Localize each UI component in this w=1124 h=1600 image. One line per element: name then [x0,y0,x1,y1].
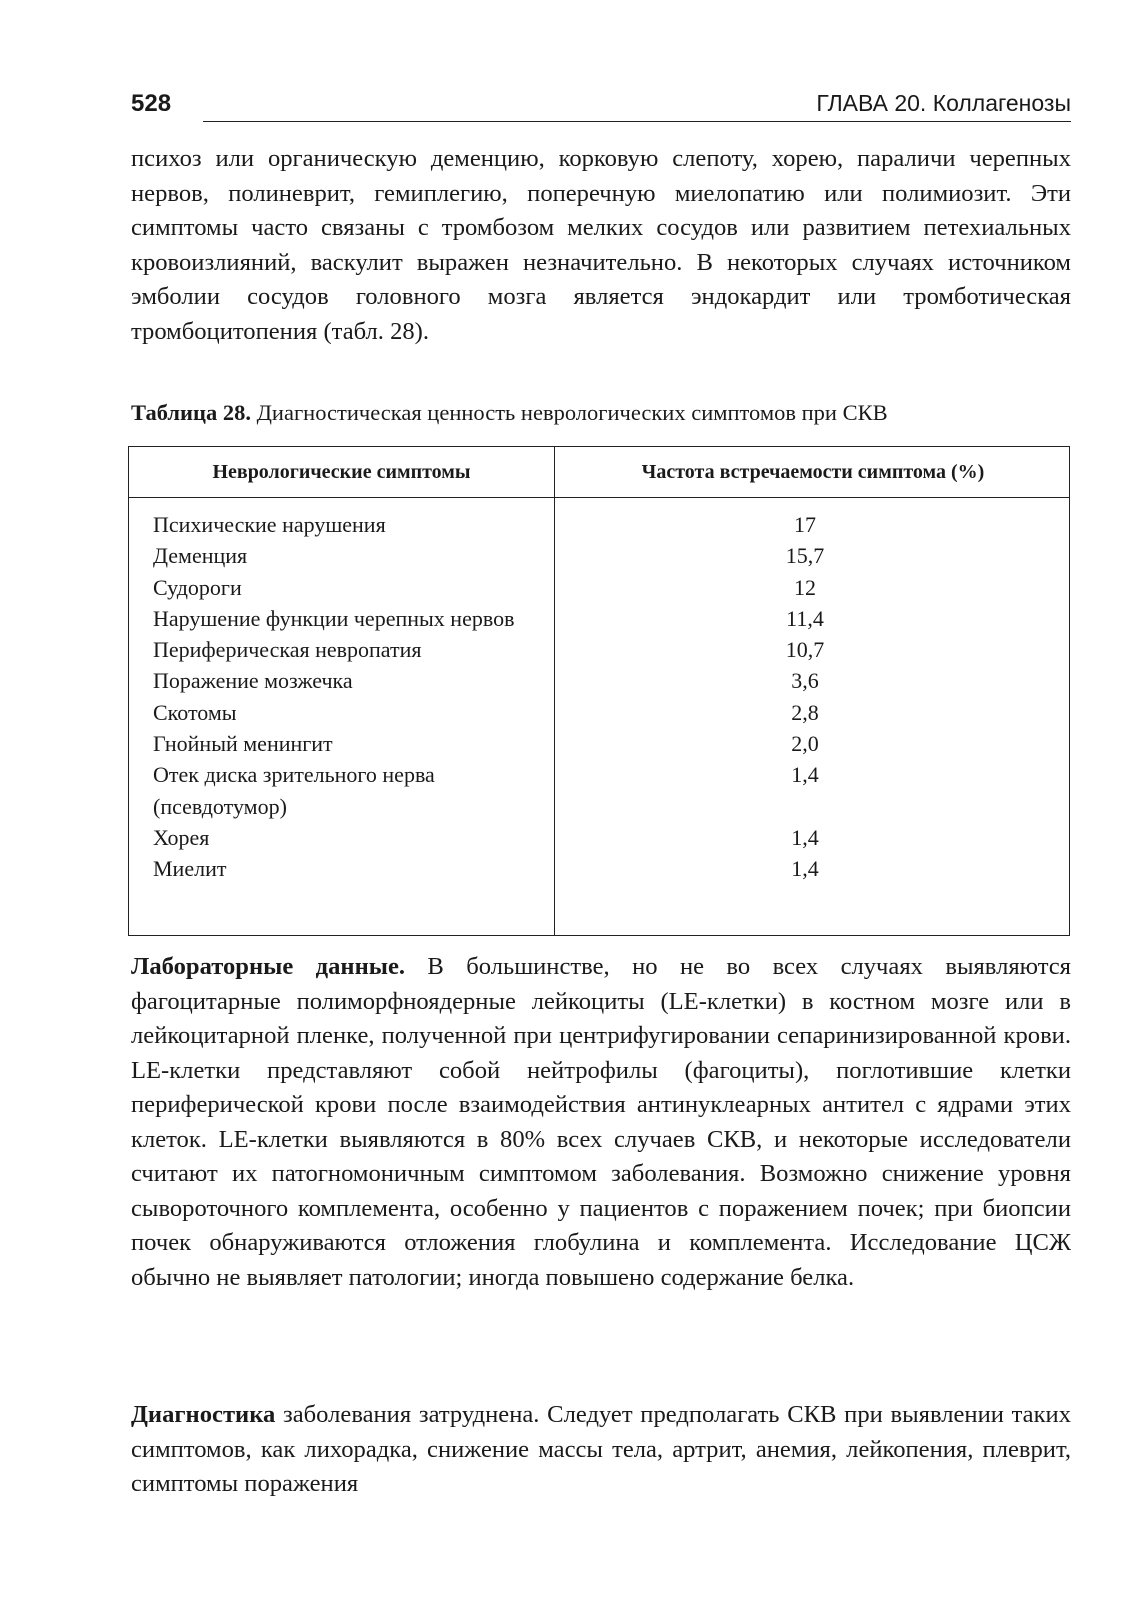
symptom-frequency: 1,4 [791,824,819,850]
diagnostics-text: заболевания затруднена. Следует предполагать СКВ при выявлении таких симптомов, как лихорадка, снижение массы тела, артрит, анемия, лейкопения, плеврит, симптомы поражения [131,1401,1071,1497]
symptom-frequency: 2,8 [791,699,819,725]
table-row [129,509,1069,540]
table-row [129,665,1069,696]
table-row [129,697,1069,728]
table-caption-text: Диагностическая ценность неврологических симптомов при СКВ [256,400,888,425]
symptom-name: Психические нарушения [153,512,386,537]
symptom-name: Отек диска зрительного нерва (псевдотумор) [153,762,435,819]
table-caption-label: Таблица 28. [131,400,251,425]
lab-data-heading: Лабораторные данные. [131,953,406,980]
symptom-frequency: 11,4 [786,605,824,631]
symptom-frequency: 17 [794,512,816,537]
symptom-name: Нарушение функции черепных нервов [153,605,515,631]
chapter-title: ГЛАВА 20. Коллагенозы [816,90,1071,116]
symptoms-table [128,446,1070,936]
lab-data-paragraph [131,950,1071,1295]
table-row [129,759,1069,822]
table-row [129,540,1069,571]
symptom-name: Гнойный менингит [153,731,333,757]
lab-data-text: В большинстве, но не во всех случаях выявляются фагоцитарные полиморфноядерные лейкоциты (LE-клетки) в костном мозге или в лейкоцитарной пленке, полученной при центрифугировании сепаринизированной крови. LE-клетки представляют собой нейтрофилы (фагоциты), поглотившие клетки периферической крови после взаимодействия антинуклеарных антител с ядрами этих клеток. LE-клетки выявляются в 80% всех случаев СКВ, и некоторые исследователи считают их патогномоничным симптомом заболевания. Возможно снижение уровня сывороточного комплемента, особенно у пациентов с поражением почек; при биопсии почек обнаруживаются отложения глобулина и комплемента. Исследование ЦСЖ обычно не выявляет патологии; иногда повышено содержание белка. [131,953,1071,1291]
symptom-name: Деменция [153,543,248,569]
header-rule [203,121,1071,122]
table-row [129,572,1069,603]
intro-paragraph: психоз или органическую деменцию, корковую слепоту, хорею, параличи черепных нервов, полиневрит, гемиплегию, поперечную миелопатию или полимиозит. Эти симптомы часто связаны с тромбозом мелких сосудов или развитием петехиальных кровоизлияний, васкулит выражен незначительно. В некоторых случаях источником эмболии сосудов головного мозга является эндокардит или тромботическая тромбоцитопения (табл. 28). [131,145,1071,345]
symptom-name: Судороги [153,574,242,600]
symptom-frequency: 10,7 [785,637,825,663]
diagnostics-paragraph [131,1398,1071,1502]
symptom-frequency: 2,0 [791,731,819,757]
symptom-frequency: 1,4 [791,762,819,788]
symptom-frequency: 15,7 [785,543,825,569]
symptom-name: Скотомы [153,699,237,725]
header-symptoms: Неврологические симптомы [212,461,471,483]
symptom-name: Миелит [153,856,227,882]
table-row [129,853,1069,884]
symptom-frequency: 1,4 [791,856,819,882]
symptom-name: Поражение мозжечка [153,668,353,694]
symptom-name: Периферическая невропатия [153,637,422,663]
table-row [129,634,1069,665]
table-row [129,603,1069,634]
table-body [129,509,1069,885]
symptom-frequency: 12 [794,574,816,600]
table-caption [131,400,1071,426]
symptom-name: Хорея [153,824,210,850]
header-frequency: Частота встречаемости симптома (%) [641,461,985,483]
table-row [129,822,1069,853]
table-header-row [129,447,1069,498]
page-header [131,86,1071,126]
symptom-frequency: 3,6 [791,668,819,694]
page-number: 528 [131,90,172,117]
table-row [129,728,1069,759]
diagnostics-heading: Диагностика [131,1401,276,1428]
